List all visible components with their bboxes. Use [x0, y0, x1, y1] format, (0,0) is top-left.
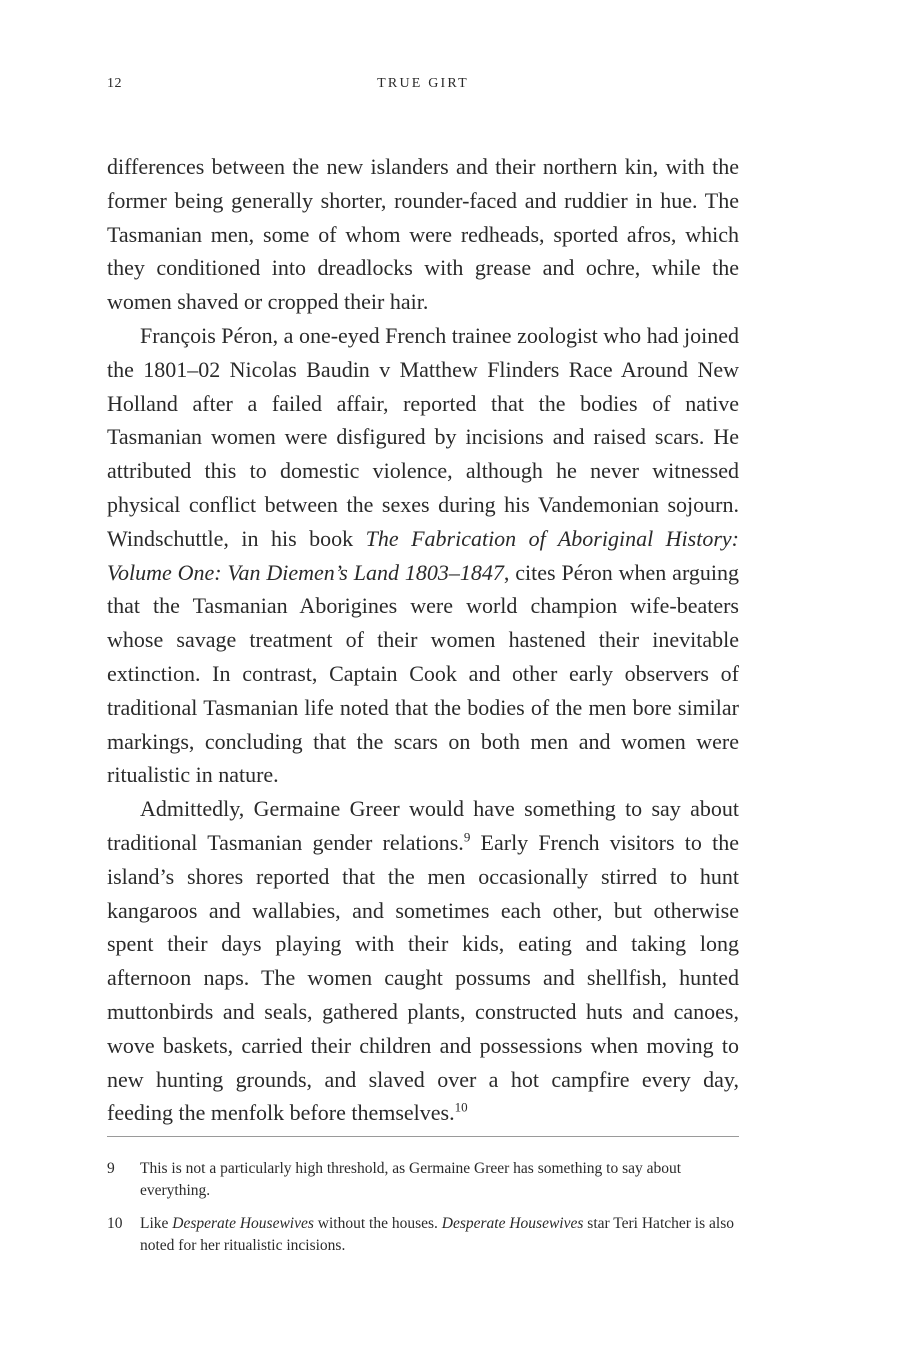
paragraph-3-text-a: Admittedly, Germaine Greer would have something to say about traditional Tasmanian gender relations.	[107, 796, 739, 855]
show-title: Desperate Housewives	[441, 1215, 584, 1232]
footnote-9	[107, 1158, 739, 1202]
paragraph-2-text-a: François Péron, a one-eyed French trainee zoologist who had joined the 1801–02 Nicolas Baudin v Matthew Flinders Race Around New Holland after a failed affair, reported that the bodies of native Tasmanian women were disfigured by incisions and raised scars. He attributed this to domestic violence, although he never witnessed physical conflict between the sexes during his Vandemonian sojourn. Windschuttle, in his book	[107, 322, 739, 551]
show-title: Desperate Housewives	[172, 1215, 314, 1232]
footnote-10	[107, 1213, 739, 1257]
footnote-ref-9[interactable]: 9	[463, 829, 471, 845]
footnote-text-b: without the houses.	[313, 1215, 442, 1232]
footnote-divider	[107, 1136, 739, 1137]
book-title: TRUE GIRT	[377, 76, 469, 91]
running-head	[107, 76, 739, 98]
page-number: 12	[107, 76, 122, 91]
paragraph-1: differences between the new islanders and their northern kin, with the former being generally shorter, rounder-faced and ruddier in hue. The Tasmanian men, some of whom were redheads, sported afros, which they conditioned into dreadlocks with grease and ochre, while the women shaved or cropped their hair.	[107, 154, 739, 315]
paragraph-3-text-b: Early French visitors to the island’s shores reported that the men occasionally stirred to hunt kangaroos and wallabies, and sometimes each other, but otherwise spent their days playing with their kids, eating and taking long afternoon naps. The women caught possums and shellfish, hunted muttonbirds and seals, gathered plants, constructed huts and canoes, wove baskets, carried their children and possessions when moving to new hunting grounds, and slaved over a hot campfire every day, feeding the menfolk before themselves.	[107, 829, 739, 1126]
footnotes	[107, 1158, 739, 1268]
footnote-number: 10	[107, 1215, 123, 1232]
footnote-ref-10[interactable]: 10	[454, 1099, 468, 1115]
paragraph-2	[107, 319, 739, 792]
footnote-text	[140, 1213, 739, 1257]
footnote-text-a: Like	[140, 1215, 173, 1232]
paragraph-3	[107, 792, 739, 1130]
book-title-citation: The Fabrication of Aboriginal History: Volume One: Van Diemen’s Land 1803–1847	[107, 525, 739, 585]
footnote-number: 9	[107, 1160, 115, 1177]
footnote-text-c: star Teri Hatcher is also noted for her ritualistic incisions.	[140, 1215, 734, 1254]
footnote-text: This is not a particularly high threshold, as Germaine Greer has something to say about everything.	[140, 1160, 682, 1199]
paragraph-2-text-b: , cites Péron when arguing that the Tasmanian Aborigines were world champion wife-beaters whose savage treatment of their women hastened their inevitable extinction. In contrast, Captain Cook and other early observers of traditional Tasmanian life noted that the bodies of the men bore similar markings, concluding that the scars on both men and women were ritualistic in nature.	[107, 559, 739, 788]
body-text	[107, 150, 739, 1130]
